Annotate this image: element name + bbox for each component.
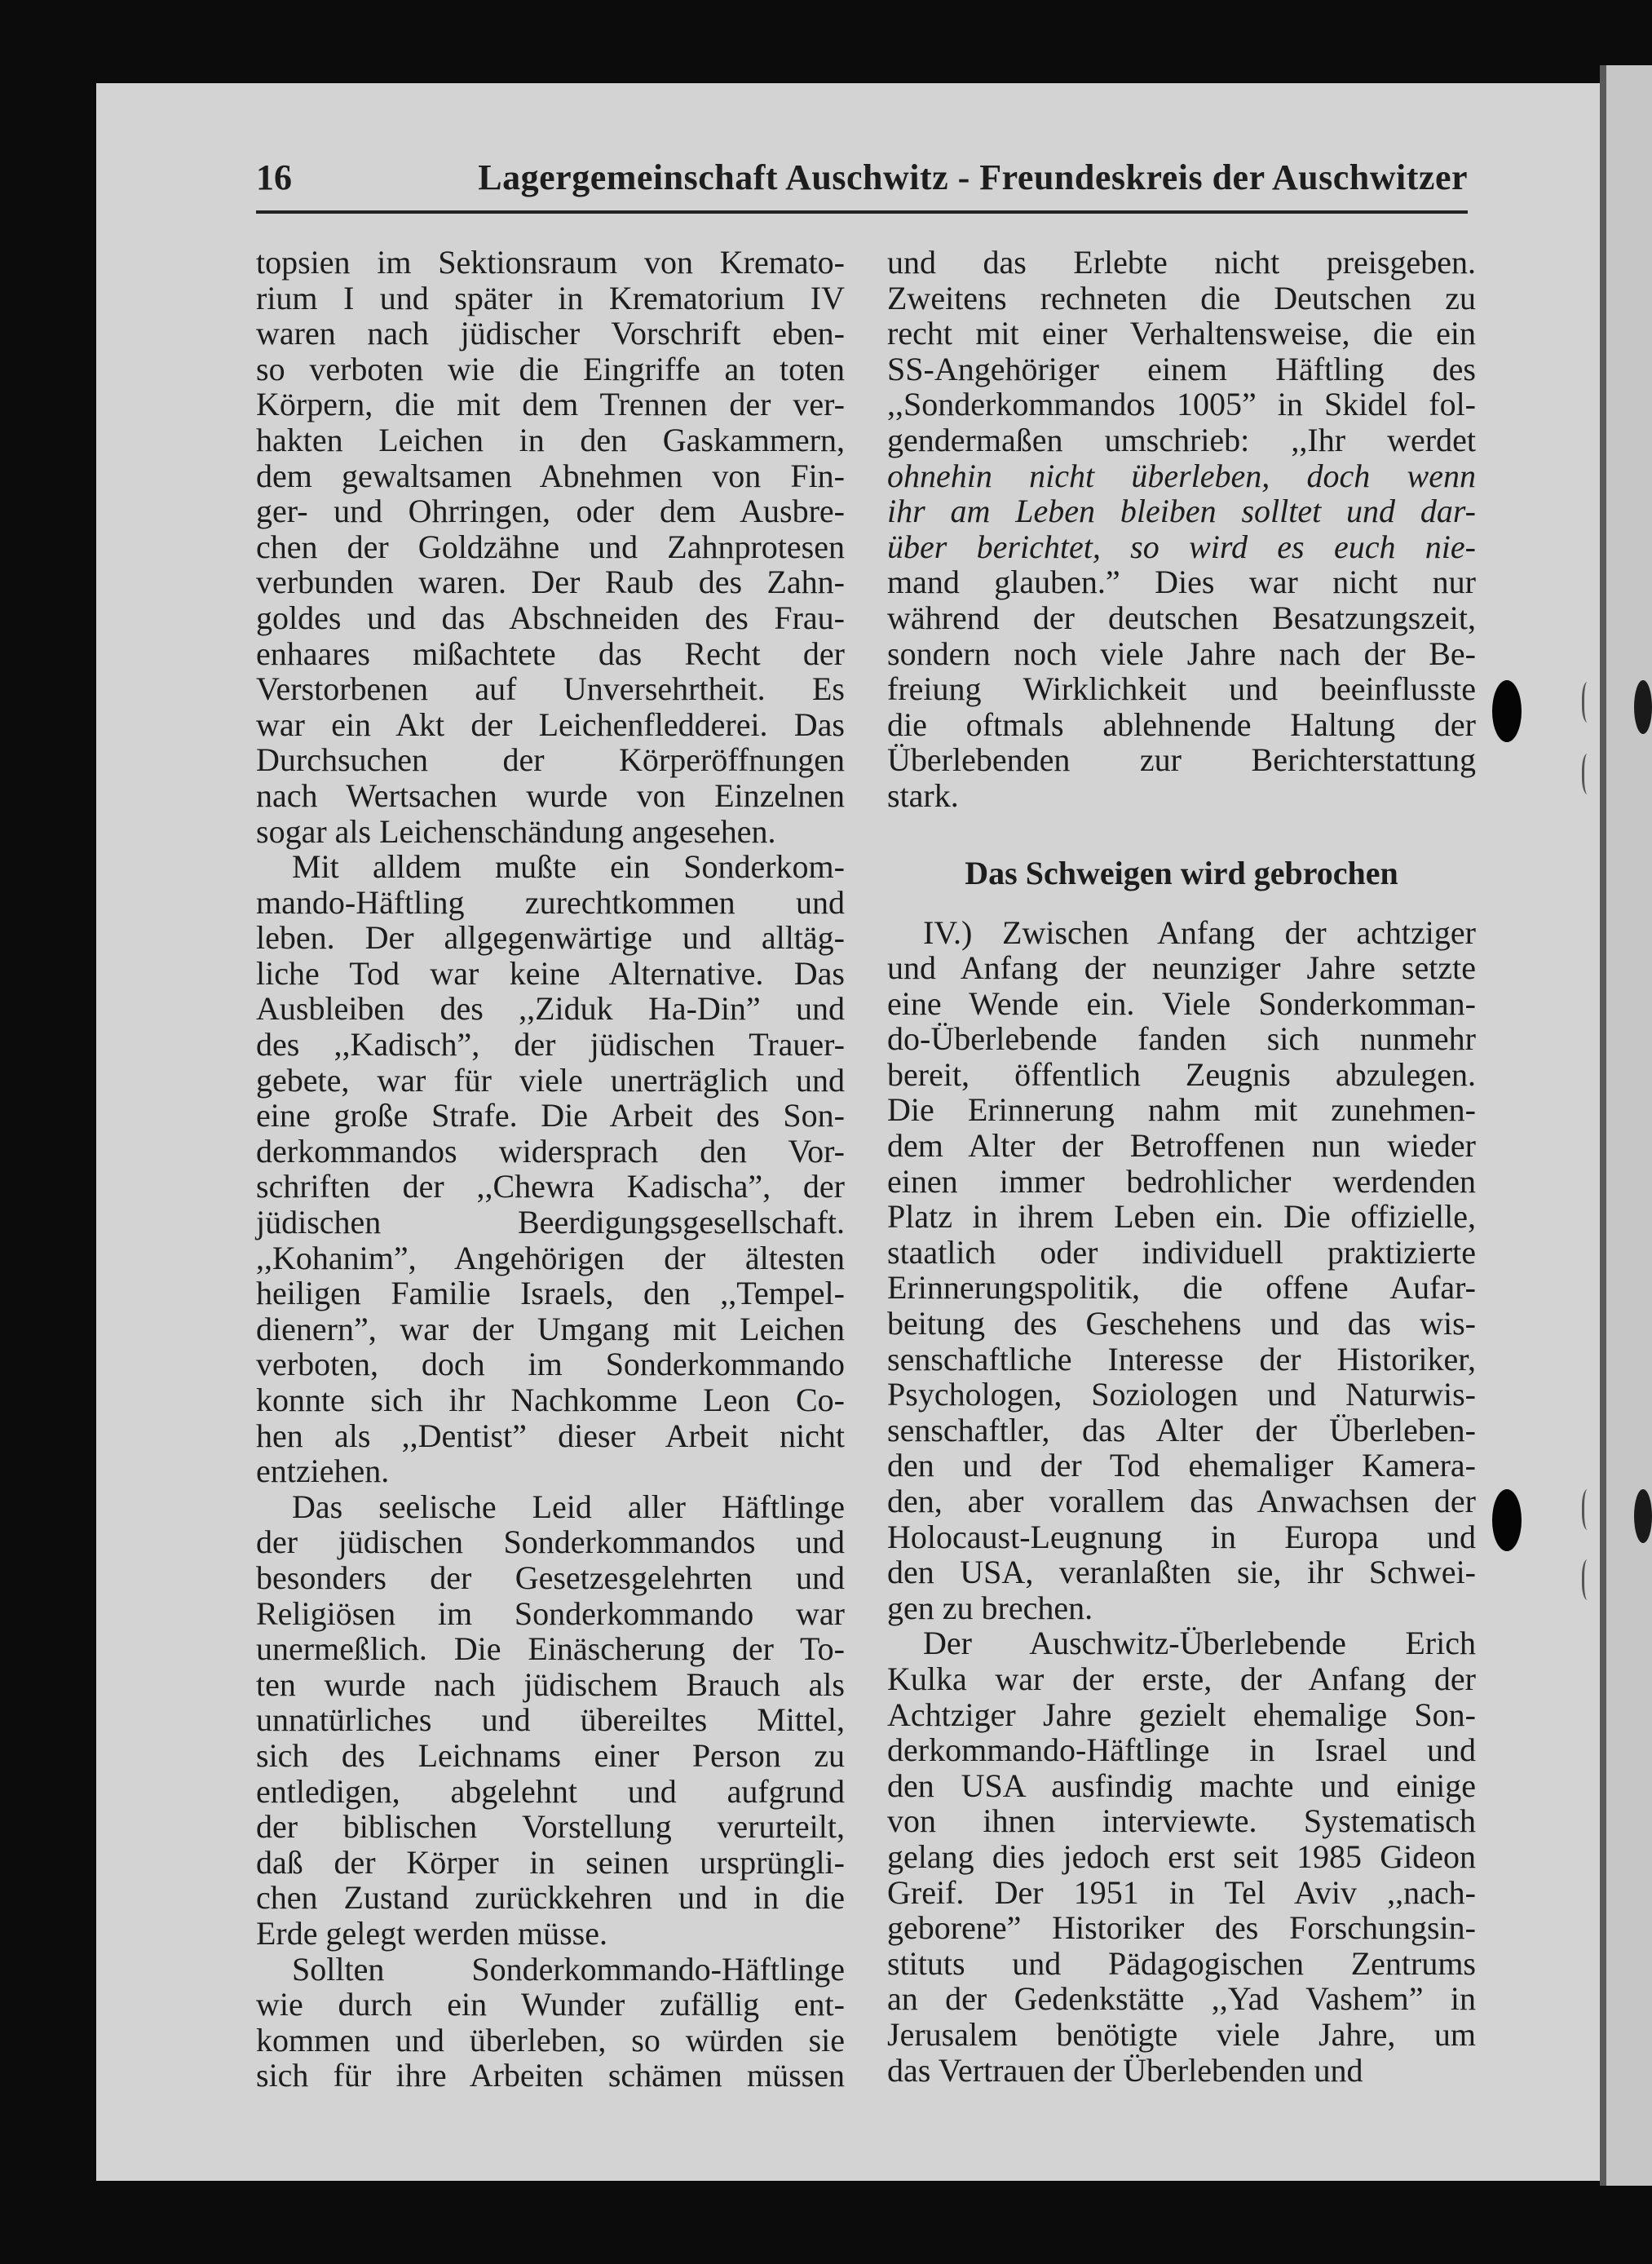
text-line: Erde gelegt werden müsse. [256, 1914, 607, 1952]
text-line: topsien im Sektionsraum von Kremato- [256, 244, 845, 281]
text-line: Körpern, die mit dem Trennen der ver- [256, 386, 845, 423]
text-line: stituts und Pädagogischen Zentrums [887, 1944, 1476, 1982]
text-line: eine Wende ein. Viele Sonderkomman- [887, 984, 1476, 1022]
text-line: Jerusalem benötigte viele Jahre, um [887, 2015, 1476, 2053]
text-line: verbunden waren. Der Raub des Zahn- [256, 564, 845, 601]
text-line: SS-Angehöriger einem Häftling des [887, 350, 1476, 387]
text-line: Der Auschwitz-Überlebende Erich [923, 1625, 1476, 1662]
text-line: ,,Sonderkommandos 1005” in Skidel fol- [887, 386, 1476, 423]
punch-mark-upper-a [1582, 682, 1596, 723]
text-line: entziehen. [256, 1453, 390, 1490]
text-line: waren nach jüdischer Vorschrift eben- [256, 315, 845, 352]
text-line: Das seelische Leid aller Häftlinge [292, 1488, 845, 1525]
text-line: sondern noch viele Jahre nach der Be- [887, 635, 1476, 672]
text-line: den, aber vorallem das Anwachsen der [887, 1483, 1476, 1519]
text-line: Erinnerungspolitik, die offene Aufar- [887, 1269, 1476, 1307]
punch-hole-upper [1492, 680, 1522, 742]
text-line: gebete, war für viele unerträglich und [256, 1061, 845, 1099]
text-line: Überlebenden zur Berichterstattung [887, 741, 1476, 779]
text-line: hen als ,,Dentist” dieser Arbeit nicht [256, 1417, 845, 1454]
text-line: das Vertrauen der Überlebenden und [887, 2051, 1363, 2089]
text-line: Psychologen, Soziologen und Naturwis- [887, 1376, 1476, 1413]
text-line: sogar als Leichenschändung angesehen. [256, 812, 776, 850]
text-line: recht mit einer Verhaltensweise, die ein [887, 315, 1476, 352]
text-line: ihr am Leben bleiben solltet und dar- [887, 493, 1476, 530]
text-line: rium I und später in Krematorium IV [256, 279, 845, 316]
text-line: senschaftler, das Alter der Überleben- [887, 1411, 1476, 1448]
text-line: einen immer bedrohlicher werdenden [887, 1162, 1476, 1200]
text-line: IV.) Zwischen Anfang der achtziger [923, 913, 1476, 951]
punch-mark-lower-b [1582, 1559, 1596, 1600]
text-line: Verstorbenen auf Unversehrtheit. Es [256, 670, 845, 708]
text-line: derkommando-Häftlinge in Israel und [887, 1731, 1476, 1769]
text-line: Sollten Sonderkommando-Häftlinge [292, 1950, 845, 1988]
text-line: von ihnen interviewte. Systematisch [887, 1802, 1476, 1840]
text-line: schriften der ,,Chewra Kadischa”, der [256, 1168, 845, 1205]
text-line: ,,Kohanim”, Angehörigen der ältesten [256, 1239, 845, 1276]
text-line: hakten Leichen in den Gaskammern, [256, 421, 845, 458]
text-line: Durchsuchen der Körperöffnungen [256, 741, 845, 779]
text-line: während der deutschen Besatzungszeit, [887, 599, 1476, 636]
page-number: 16 [256, 157, 292, 197]
text-line: Mit alldem mußte ein Sonderkom- [292, 848, 845, 886]
text-line: an der Gedenkstätte ,,Yad Vashem” in [887, 1980, 1476, 2018]
text-line: die oftmals ablehnende Haltung der [887, 705, 1476, 743]
text-line: unermeßlich. Die Einäscherung der To- [256, 1630, 845, 1668]
right-column [887, 245, 1476, 2088]
text-line: des ,,Kadisch”, der jüdischen Trauer- [256, 1026, 845, 1063]
text-line: beitung des Geschehens und das wis- [887, 1305, 1476, 1342]
punch-hole-upper-edge [1634, 680, 1652, 734]
punch-hole-lower [1492, 1489, 1522, 1551]
text-line: jüdischen Beerdigungsgesellschaft. [256, 1204, 845, 1241]
text-line: eine große Strafe. Die Arbeit des Son- [256, 1097, 845, 1134]
text-line: bereit, öffentlich Zeugnis abzulegen. [887, 1055, 1476, 1093]
text-line: derkommandos widersprach den Vor- [256, 1132, 845, 1170]
spacer [887, 814, 1476, 847]
text-line: ger- und Ohrringen, oder dem Ausbre- [256, 493, 845, 530]
text-line: geborene” Historiker des Forschungsin- [887, 1909, 1476, 1947]
spacer [887, 900, 1476, 915]
text-line: unnatürliches und übereiltes Mittel, [256, 1701, 845, 1739]
text-line: Zweitens rechneten die Deutschen zu [887, 279, 1476, 316]
text-line: senschaftliche Interesse der Historiker, [887, 1340, 1476, 1377]
text-line: Die Erinnerung nahm mit zunehmen- [887, 1091, 1476, 1129]
text-line: den USA ausfindig machte und einige [887, 1767, 1476, 1804]
text-line: konnte sich ihr Nachkomme Leon Co- [256, 1382, 845, 1418]
text-line: daß der Körper in seinen ursprüngli- [256, 1843, 845, 1881]
text-line: dem Alter der Betroffenen nun wieder [887, 1127, 1476, 1165]
text-line: nach Wertsachen wurde von Einzelnen [256, 776, 845, 814]
punch-hole-lower-edge [1634, 1489, 1652, 1543]
text-line: verboten, doch im Sonderkommando [256, 1346, 845, 1383]
text-line: ohnehin nicht überleben, doch wenn [887, 457, 1476, 494]
text-line: der biblischen Vorstellung verurteilt, [256, 1808, 845, 1846]
left-column [256, 245, 845, 2094]
text-line: stark. [887, 776, 959, 814]
text-line: und das Erlebte nicht preisgeben. [887, 244, 1476, 281]
text-line: Greif. Der 1951 in Tel Aviv ,,nach- [887, 1873, 1476, 1911]
text-line: der jüdischen Sonderkommandos und [256, 1523, 845, 1561]
text-line: chen der Goldzähne und Zahnprotesen [256, 528, 845, 565]
text-line: freiung Wirklichkeit und beeinflusste [887, 670, 1476, 708]
text-line: mando-Häftling zurechtkommen und [256, 883, 845, 921]
text-line: wie durch ein Wunder zufällig ent- [256, 1986, 845, 2023]
text-line: sich für ihre Arbeiten schämen müssen [256, 2057, 845, 2094]
text-line: den USA, veranlaßten sie, ihr Schwei- [887, 1554, 1476, 1591]
text-line: liche Tod war keine Alternative. Das [256, 954, 845, 992]
text-line: entledigen, abgelehnt und aufgrund [256, 1772, 845, 1810]
text-line: staatlich oder individuell praktizierte [887, 1233, 1476, 1271]
text-line: heiligen Familie Israels, den ,,Tempel- [256, 1275, 845, 1312]
text-line: besonders der Gesetzesgelehrten und [256, 1559, 845, 1596]
text-line: Platz in ihrem Leben ein. Die offizielle, [887, 1198, 1476, 1236]
text-line: Holocaust-Leugnung in Europa und [887, 1518, 1476, 1555]
text-line: enhaares mißachtete das Recht der [256, 635, 845, 672]
text-line: über berichtet, so wird es euch nie- [887, 528, 1476, 565]
punch-mark-upper-b [1582, 754, 1596, 794]
page-header [256, 157, 1468, 207]
text-line: war ein Akt der Leichenfledderei. Das [256, 705, 845, 743]
text-line: den und der Tod ehemaliger Kamera- [887, 1447, 1476, 1484]
text-line: ten wurde nach jüdischem Brauch als [256, 1665, 845, 1703]
text-line: dem gewaltsamen Abnehmen von Fin- [256, 457, 845, 494]
text-line: sich des Leichnams einer Person zu [256, 1736, 845, 1774]
text-line: und Anfang der neunziger Jahre setzte [887, 949, 1476, 987]
text-line: Ausbleiben des ,,Ziduk Ha-Din” und [256, 990, 845, 1028]
text-line: dienern”, war der Umgang mit Leichen [256, 1310, 845, 1347]
section-heading: Das Schweigen wird gebrochen [965, 854, 1398, 891]
punch-mark-lower-a [1582, 1489, 1596, 1530]
text-line: Religiösen im Sonderkommando war [256, 1594, 845, 1632]
text-line: mand glauben.” Dies war nicht nur [887, 564, 1476, 601]
text-line: gelang dies jedoch erst seit 1985 Gideon [887, 1837, 1476, 1875]
text-line: gendermaßen umschrieb: ,,Ihr werdet [887, 421, 1476, 458]
text-line: gen zu brechen. [887, 1589, 1093, 1626]
text-line: do-Überlebende fanden sich nunmehr [887, 1020, 1476, 1058]
text-line: leben. Der allgegenwärtige und alltäg- [256, 919, 845, 957]
adjacent-page-edge [1600, 65, 1652, 2186]
text-line: goldes und das Abschneiden des Frau- [256, 599, 845, 636]
header-rule [256, 210, 1468, 214]
text-line: Achtziger Jahre gezielt ehemalige Son- [887, 1696, 1476, 1733]
text-line: chen Zustand zurückkehren und in die [256, 1879, 845, 1917]
text-line: kommen und überleben, so würden sie [256, 2021, 845, 2058]
running-title: Lagergemeinschaft Auschwitz - Freundeskreis der Auschwitzer [478, 157, 1468, 197]
text-line: so verboten wie die Eingriffe an toten [256, 350, 845, 387]
text-line: Kulka war der erste, der Anfang der [887, 1660, 1476, 1697]
